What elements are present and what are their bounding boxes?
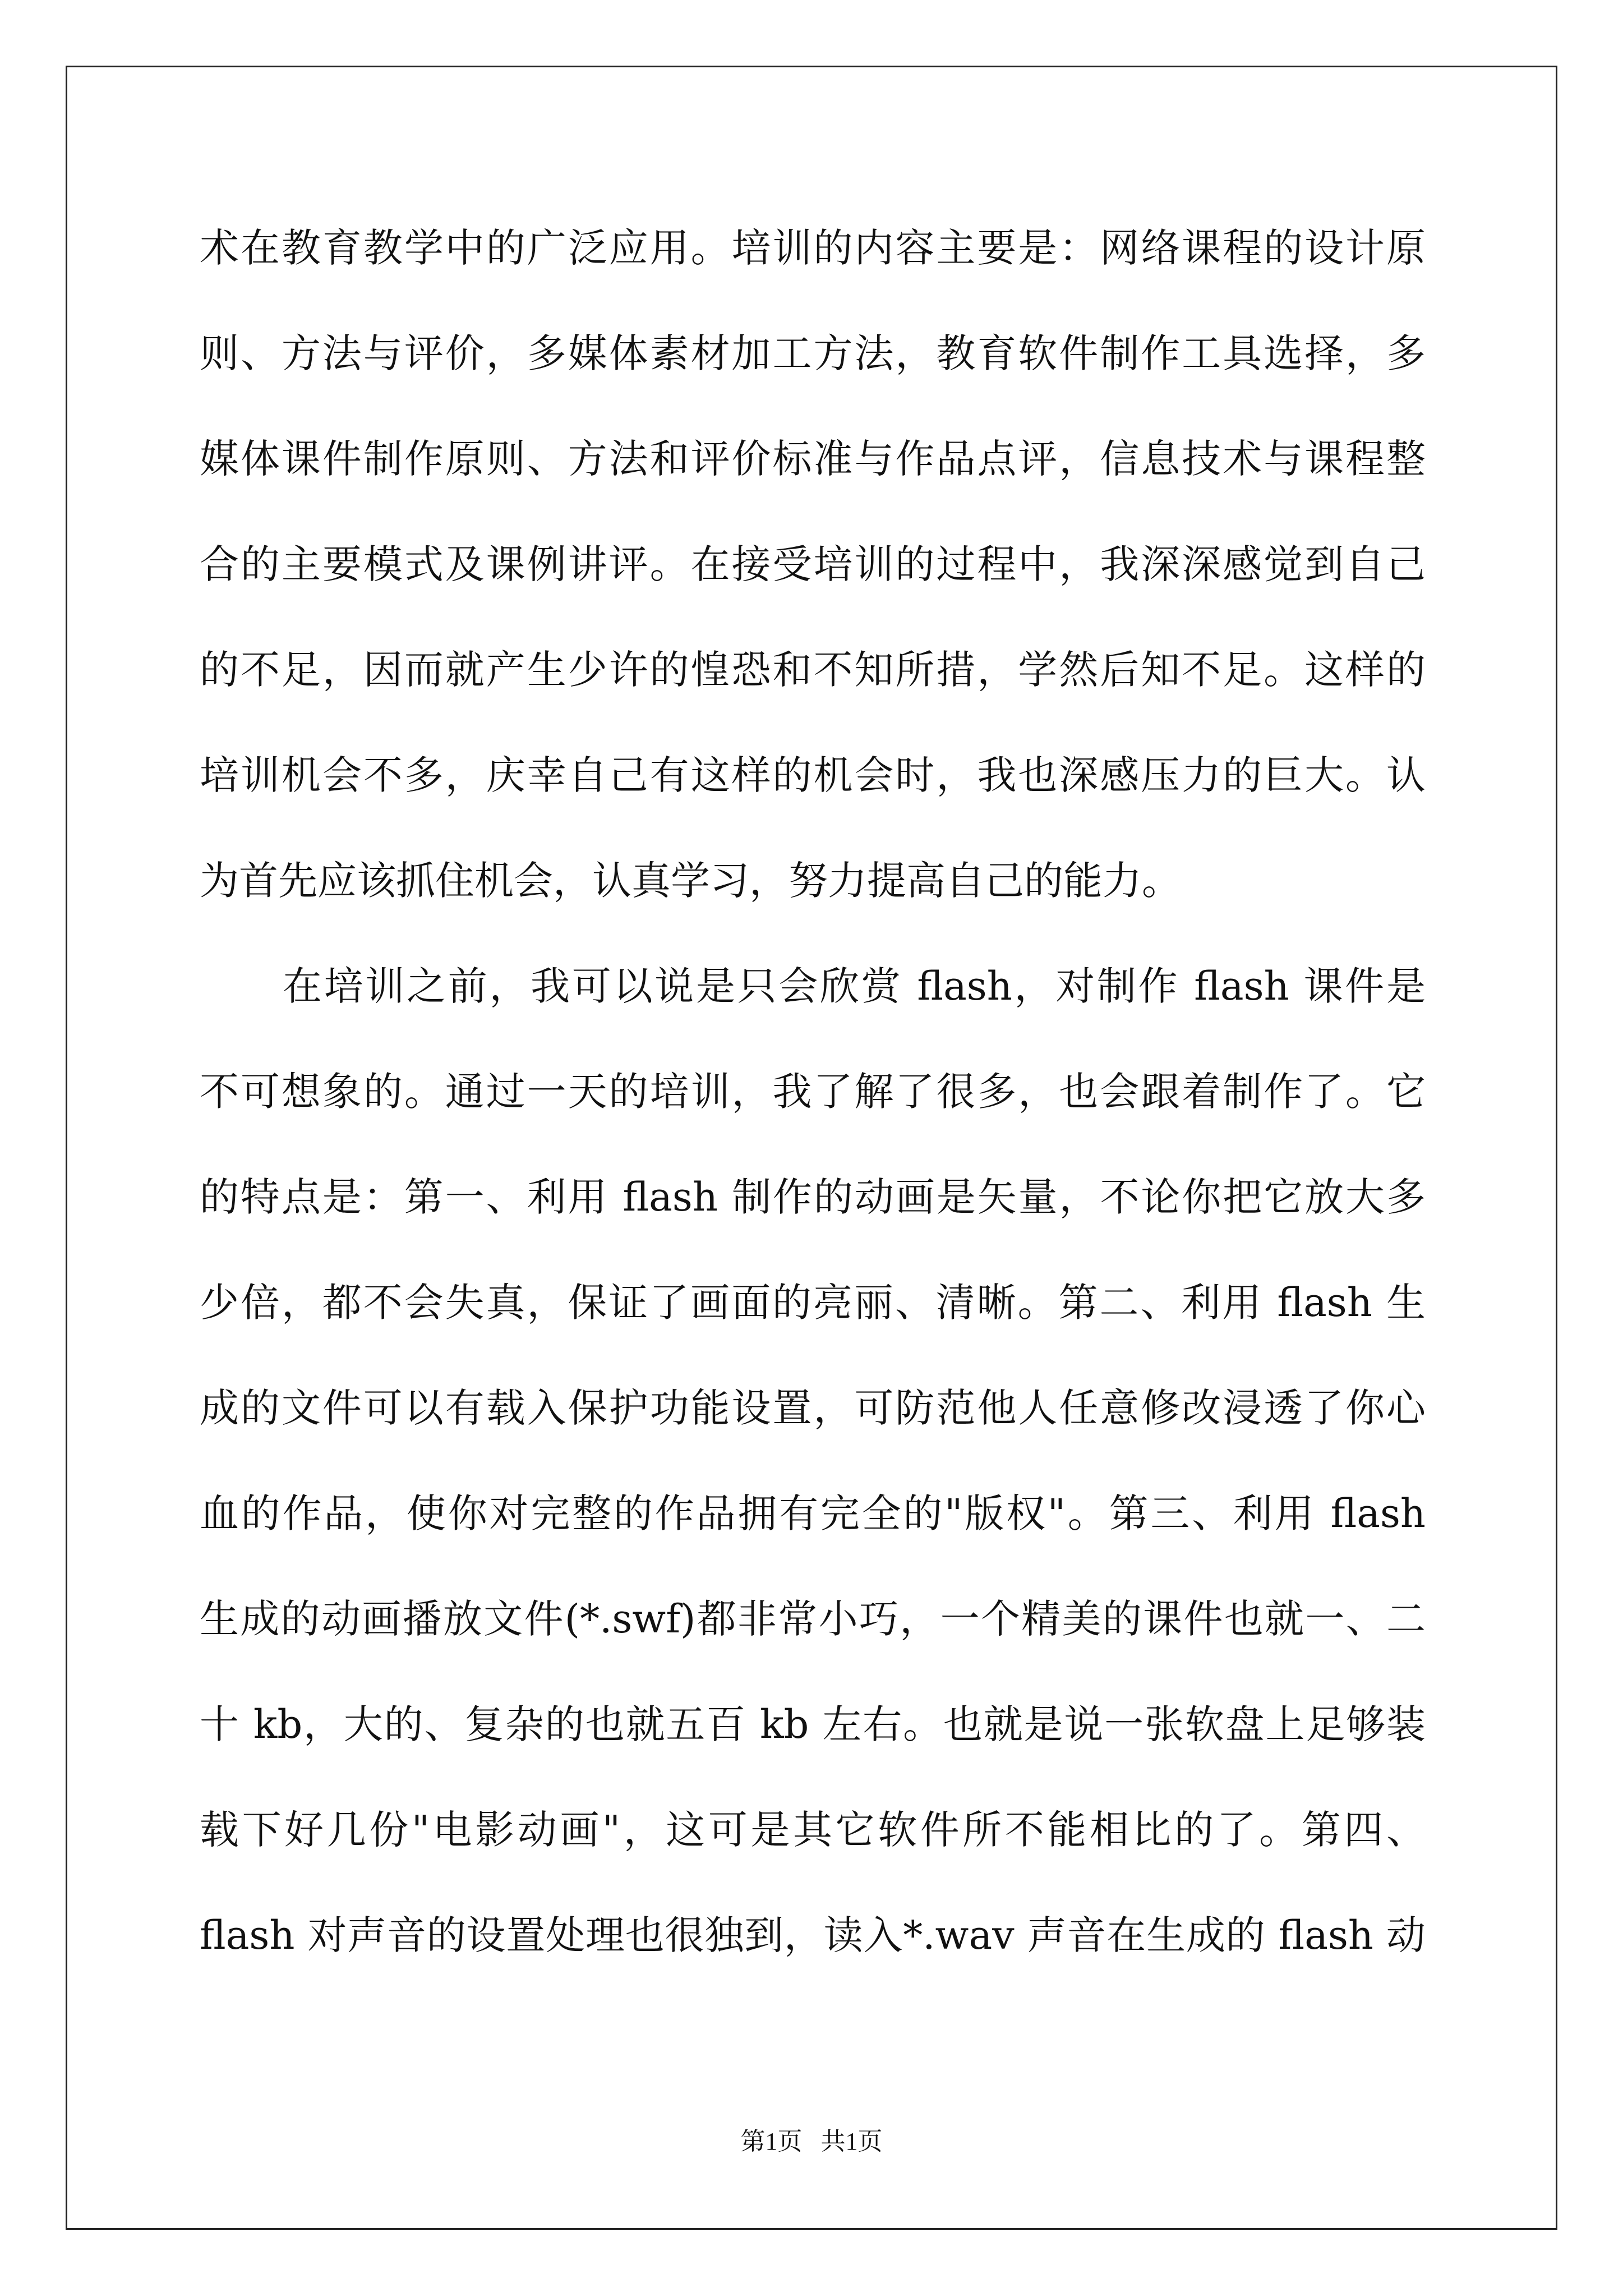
text-line-13: 血的作品，使你对完整的作品拥有完全的"版权"。第三、利用 flash <box>200 1490 1426 1536</box>
text-line-14: 生成的动画播放文件(*.swf)都非常小巧，一个精美的课件也就一、二 <box>200 1596 1426 1642</box>
text-line-3: 媒体课件制作原则、方法和评价标准与作品点评，信息技术与课程整 <box>200 436 1426 482</box>
text-line-17: flash 对声音的设置处理也很独到，读入*.wav 声音在生成的 flash 动 <box>200 1912 1426 1958</box>
text-line-2: 则、方法与评价，多媒体素材加工方法，教育软件制作工具选择，多 <box>200 330 1426 376</box>
text-line-10: 的特点是：第一、利用 flash 制作的动画是矢量，不论你把它放大多 <box>200 1174 1426 1220</box>
text-line-16: 载下好几份"电影动画"，这可是其它软件所不能相比的了。第四、 <box>200 1807 1426 1853</box>
text-line-9: 不可想象的。通过一天的培训，我了解了很多，也会跟着制作了。它 <box>200 1069 1426 1115</box>
text-line-5: 的不足，因而就产生少许的惶恐和不知所措，学然后知不足。这样的 <box>200 647 1426 693</box>
text-line-8: 在培训之前，我可以说是只会欣赏 flash，对制作 flash 课件是 <box>283 963 1426 1009</box>
text-line-6: 培训机会不多，庆幸自己有这样的机会时，我也深感压力的巨大。认 <box>200 752 1426 798</box>
page-number-footer: 第1页 共1页 <box>740 2128 883 2155</box>
text-line-7: 为首先应该抓住机会，认真学习，努力提高自己的能力。 <box>200 858 1181 904</box>
text-line-4: 合的主要模式及课例讲评。在接受培训的过程中，我深深感觉到自己 <box>200 541 1426 587</box>
text-line-11: 少倍，都不会失真，保证了画面的亮丽、清晰。第二、利用 flash 生 <box>200 1280 1426 1326</box>
text-line-15: 十 kb，大的、复杂的也就五百 kb 左右。也就是说一张软盘上足够装 <box>200 1701 1426 1747</box>
page-border <box>66 66 1557 2230</box>
text-line-12: 成的文件可以有载入保护功能设置，可防范他人任意修改浸透了你心 <box>200 1385 1426 1431</box>
text-line-1: 术在教育教学中的广泛应用。培训的内容主要是：网络课程的设计原 <box>200 225 1426 271</box>
